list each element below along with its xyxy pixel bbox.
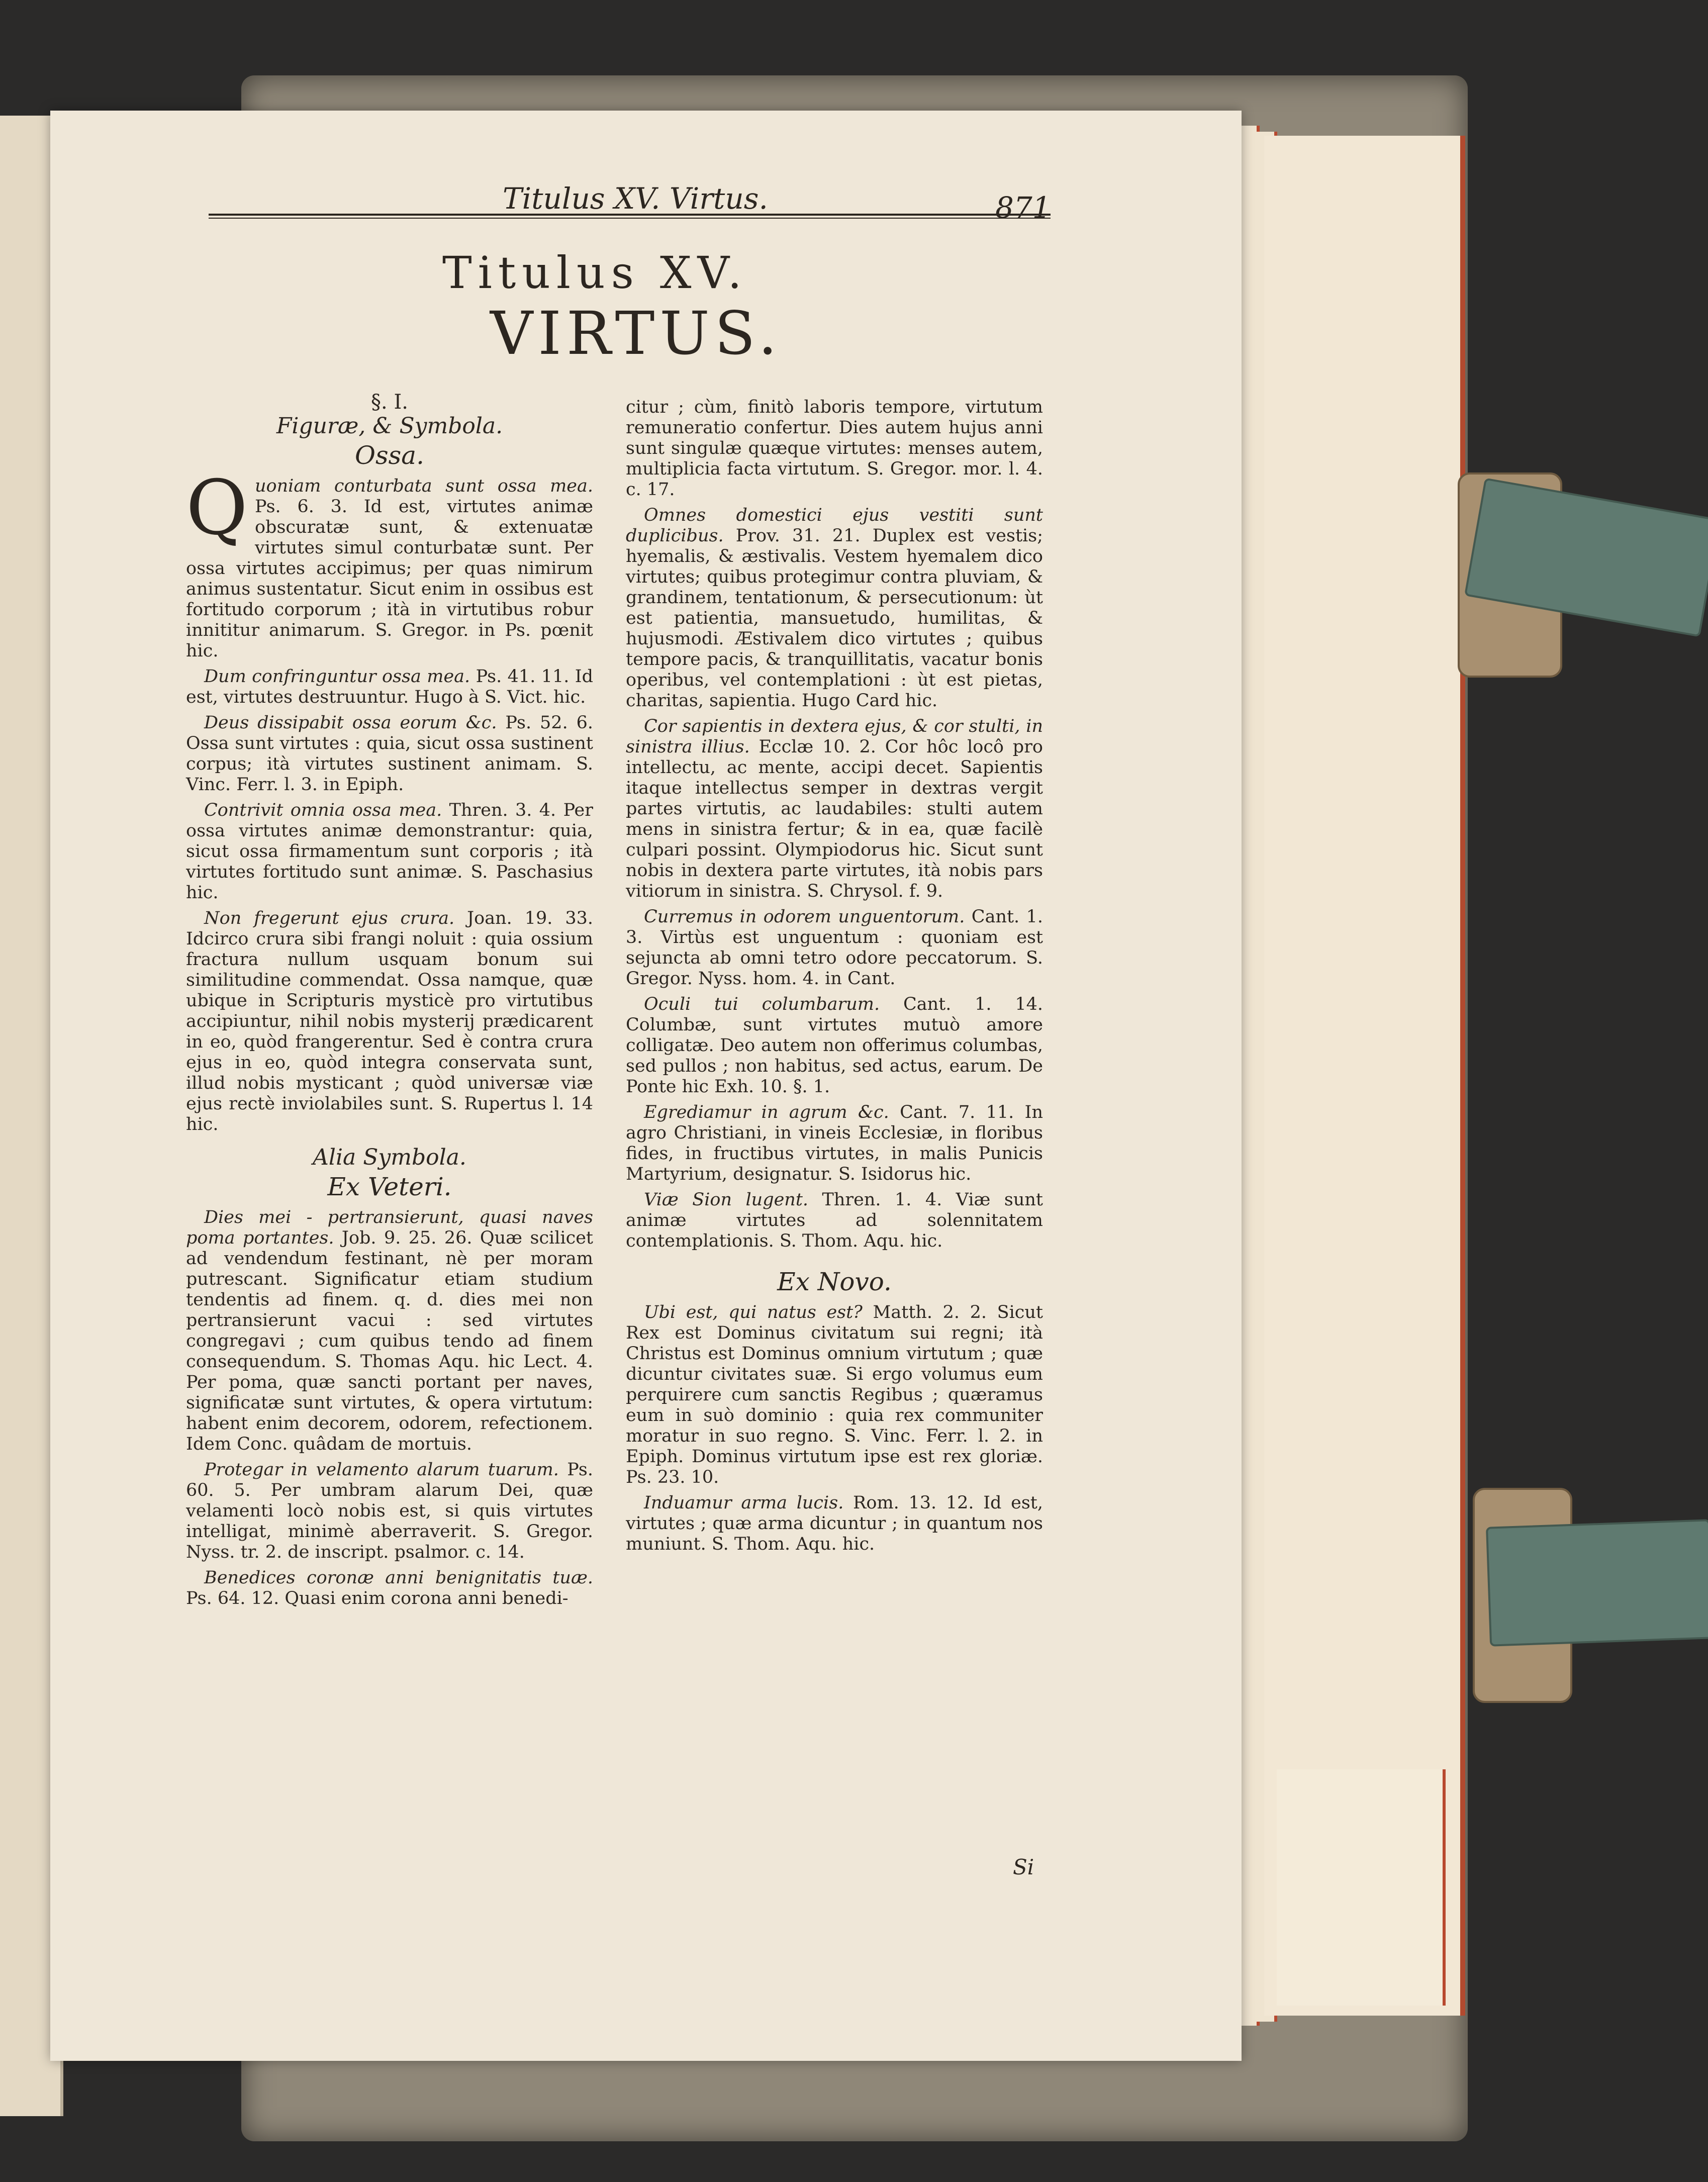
scripture-lemma: Benedices coronæ anni benignitatis tuæ. — [204, 1568, 593, 1588]
right-paragraphs — [626, 397, 1043, 1252]
scripture-lemma: Egrediamur in agrum &c. — [644, 1102, 889, 1122]
paragraph — [186, 1460, 593, 1563]
paragraph — [186, 1207, 593, 1455]
scripture-lemma: Protegar in velamento alarum tuarum. — [204, 1460, 559, 1480]
commentary-text: Prov. 31. 21. Duplex est vestis; hyemalis, & æstivalis. Vestem hyemalem dico virtutes; quibus protegimur contra pluviam, & grandinem, tentationum, & persecutionum: ùt est patientia, mansuetudo, humilitas, & hujusmodi. Æstivalem dico virtutes ; quibus tempore pacis, & tranquillitatis, vacatur bonis operibus, vel contemplationi : ùt est pietas, charitas, sapientia. Hugo Card hic. — [626, 526, 1043, 711]
paragraph — [626, 1302, 1043, 1488]
title-line-2: VIRTUS. — [490, 299, 782, 368]
scripture-lemma: uoniam conturbata sunt ossa mea. — [254, 476, 593, 496]
commentary-text: Cant. 7. 11. In agro Christiani, in vineis Ecclesiæ, in floribus fides, in fructibus virtutes, in malis Punicis Martyrium, designatur. S. Isidorus hic. — [626, 1102, 1043, 1184]
right-column — [626, 397, 1043, 1855]
scripture-lemma: Cor sapientis in dextera ejus, & cor stulti, in sinistra illius. — [626, 716, 1043, 757]
scripture-lemma: Dum confringuntur ossa mea. — [204, 667, 470, 687]
commentary-text: Job. 9. 25. 26. Quæ scilicet ad vendendum festinant, nè per moram putrescant. Significatur etiam studium tendentis ad finem. q. d. dies mei non pertransierunt vacui : sed virtutes congregavi ; cum quibus tendo ad finem consequendum. S. Thomas Aqu. hic Lect. 4. Per poma, quæ sancti portant per naves, significatæ sunt virtutes, & opera virtutum: habent enim decorem, odorem, refectionem. Idem Conc. quâdam de mortuis. — [186, 1228, 594, 1454]
scripture-lemma: Oculi tui columbarum. — [644, 994, 880, 1014]
paragraph — [626, 994, 1043, 1097]
commentary-text: Thren. 1. 4. Viæ sunt animæ virtutes ad solennitatem contemplationis. S. Thom. Aqu. hic. — [626, 1190, 1043, 1251]
page-edge — [1264, 136, 1465, 2016]
section-mark: §. I. — [371, 391, 408, 414]
header-rule — [209, 214, 1051, 219]
ex-veteri-heading: Ex Veteri. — [327, 1172, 452, 1201]
scripture-lemma: Curremus in odorem unguentorum. — [644, 907, 965, 927]
paragraph — [626, 907, 1043, 989]
commentary-text: Cant. 1. 3. Virtùs est unguentum : quoniam est sejuncta ab omni tetro odore peccatorum. S. Gregor. Nyss. hom. 4. in Cant. — [626, 907, 1043, 989]
commentary-text: Matth. 2. 2. Sicut Rex est Dominus civitatum sui regni; ità Christus est Dominus omnium virtutum ; quæ dicuntur civitates suæ. Si ergo volumus eum perquirere cum sanctis Regibus ; quæramus eum in suò dominio : quia rex communiter moratur in suo regno. S. Vinc. Ferr. l. 2. in Epiph. Dominus virtutum ipse est rex gloriæ. Ps. 23. 10. — [626, 1302, 1043, 1487]
scripture-lemma: Dies mei - pertransierunt, quasi naves poma portantes. — [186, 1207, 593, 1248]
paragraph — [186, 800, 593, 903]
scripture-lemma: Induamur arma lucis. — [644, 1493, 844, 1513]
commentary-text: Ps. 60. 5. Per umbram alarum Dei, quæ velamenti locò nobis est, si quis virtutes intelligat, minimè aberraverit. S. Gregor. Nyss. tr. 2. de inscript. psalmor. c. 14. — [186, 1460, 593, 1562]
commentary-text: Ps. 41. 11. Id est, virtutes destruuntur. Hugo à S. Vict. hic. — [186, 667, 593, 707]
ex-novo-heading: Ex Novo. — [777, 1267, 892, 1296]
scripture-lemma: Ubi est, qui natus est? — [644, 1302, 863, 1322]
commentary-text: Ps. 64. 12. Quasi enim corona anni benedi- — [186, 1588, 568, 1608]
paragraph — [626, 397, 1043, 500]
paragraph — [186, 713, 593, 795]
paragraph — [626, 716, 1043, 902]
paragraph — [186, 908, 593, 1135]
page-number: 871 — [995, 191, 1051, 225]
commentary-text: Cant. 1. 14. Columbæ, sunt virtutes mutuò amore colligatæ. Deo autem non offerimus columbas, sed pullos ; non habitus, sed actus, earum. De Ponte hic Exh. 10. §. 1. — [626, 994, 1043, 1097]
scripture-lemma: Omnes domestici ejus vestiti sunt duplicibus. — [626, 505, 1043, 546]
scripture-lemma: Contrivit omnia ossa mea. — [204, 800, 442, 820]
left-paragraphs — [186, 464, 593, 1135]
right-paragraphs-2 — [626, 1302, 1043, 1555]
title-line-1: Titulus XV. — [442, 247, 748, 299]
alia-heading: Alia Symbola. — [313, 1145, 466, 1170]
section-title: Figuræ, & Symbola. — [276, 413, 503, 439]
drop-capital: Q — [186, 464, 248, 552]
paragraph — [186, 464, 593, 661]
paragraph — [626, 505, 1043, 711]
commentary-text: Thren. 3. 4. Per ossa virtutes animæ demonstrantur: quia, sicut ossa firmamentum sunt corporis ; ità virtutes fortitudo sunt animæ. S. Paschasius hic. — [186, 800, 593, 903]
catchword: Si — [1013, 1855, 1034, 1879]
commentary-text: Rom. 13. 12. Id est, virtutes ; quæ arma dicuntur ; in quantum nos muniunt. S. Thom. Aqu. hic. — [626, 1493, 1043, 1554]
folded-page-corner — [1277, 1769, 1446, 2006]
scripture-lemma: Non fregerunt ejus crura. — [204, 908, 455, 928]
commentary-text: Ps. 6. 3. Id est, virtutes animæ obscuratæ sunt, & extenuatæ virtutes simul conturbatæ sunt. Per ossa virtutes accipimus; per quas nimirum animus sustentatur. Sicut enim in ossibus est fortitudo corporum ; ità in virtutibus robur innititur animarum. S. Gregor. in Ps. pœnit hic. — [186, 497, 593, 661]
scripture-lemma: Viæ Sion lugent. — [644, 1190, 809, 1210]
left-column — [186, 392, 593, 1875]
commentary-text: Ps. 52. 6. Ossa sunt virtutes : quia, sicut ossa sustinent corpus; ità virtutes sustinent animam. S. Vinc. Ferr. l. 3. in Epiph. — [186, 713, 593, 795]
lower-clasp-strap — [1486, 1519, 1708, 1646]
commentary-text: Ecclæ 10. 2. Cor hôc locô pro intellectu, ac mente, accipi decet. Sapientis itaque intellectus semper in dextras vergit partes virtutis, ac laudabiles: stulti autem mens in sinistra fertur; & in ea, quæ facilè culpari possint. Olympiodorus hic. Sicut sunt nobis in dextera parte virtutes, ità nobis pars vitiorum in sinistra. S. Chrysol. f. 9. — [626, 737, 1043, 901]
subsection-title: Ossa. — [354, 441, 424, 470]
paragraph — [626, 1102, 1043, 1185]
running-title: Titulus XV. Virtus. — [503, 181, 768, 216]
paragraph — [626, 1190, 1043, 1252]
paragraph — [186, 1568, 593, 1609]
commentary-text: citur ; cùm, finitò laboris tempore, virtutum remuneratio confertur. Dies autem hujus anni sunt singulæ quæque virtutes: menses autem, multiplicia facta virtutum. S. Gregor. mor. l. 4. c. 17. — [626, 397, 1043, 500]
paragraph — [186, 667, 593, 708]
scripture-lemma: Deus dissipabit ossa eorum &c. — [204, 713, 497, 733]
paragraph — [626, 1493, 1043, 1555]
left-paragraphs-2 — [186, 1207, 593, 1609]
commentary-text: Joan. 19. 33. Idcirco crura sibi frangi noluit : quia ossium fractura nullum usquam bonum sui similitudine commendat. Ossa namque, quæ ubique in Scripturis mysticè pro virtutibus accipiuntur, nihil nobis mysterij prædicarent in eo, quòd frangerentur. Sed è contra crura ejus in eo, quòd integra conservata sunt, illud nobis mysticant ; quòd universæ viæ ejus rectè inviolabiles sunt. S. Rupertus l. 14 hic. — [186, 908, 593, 1134]
